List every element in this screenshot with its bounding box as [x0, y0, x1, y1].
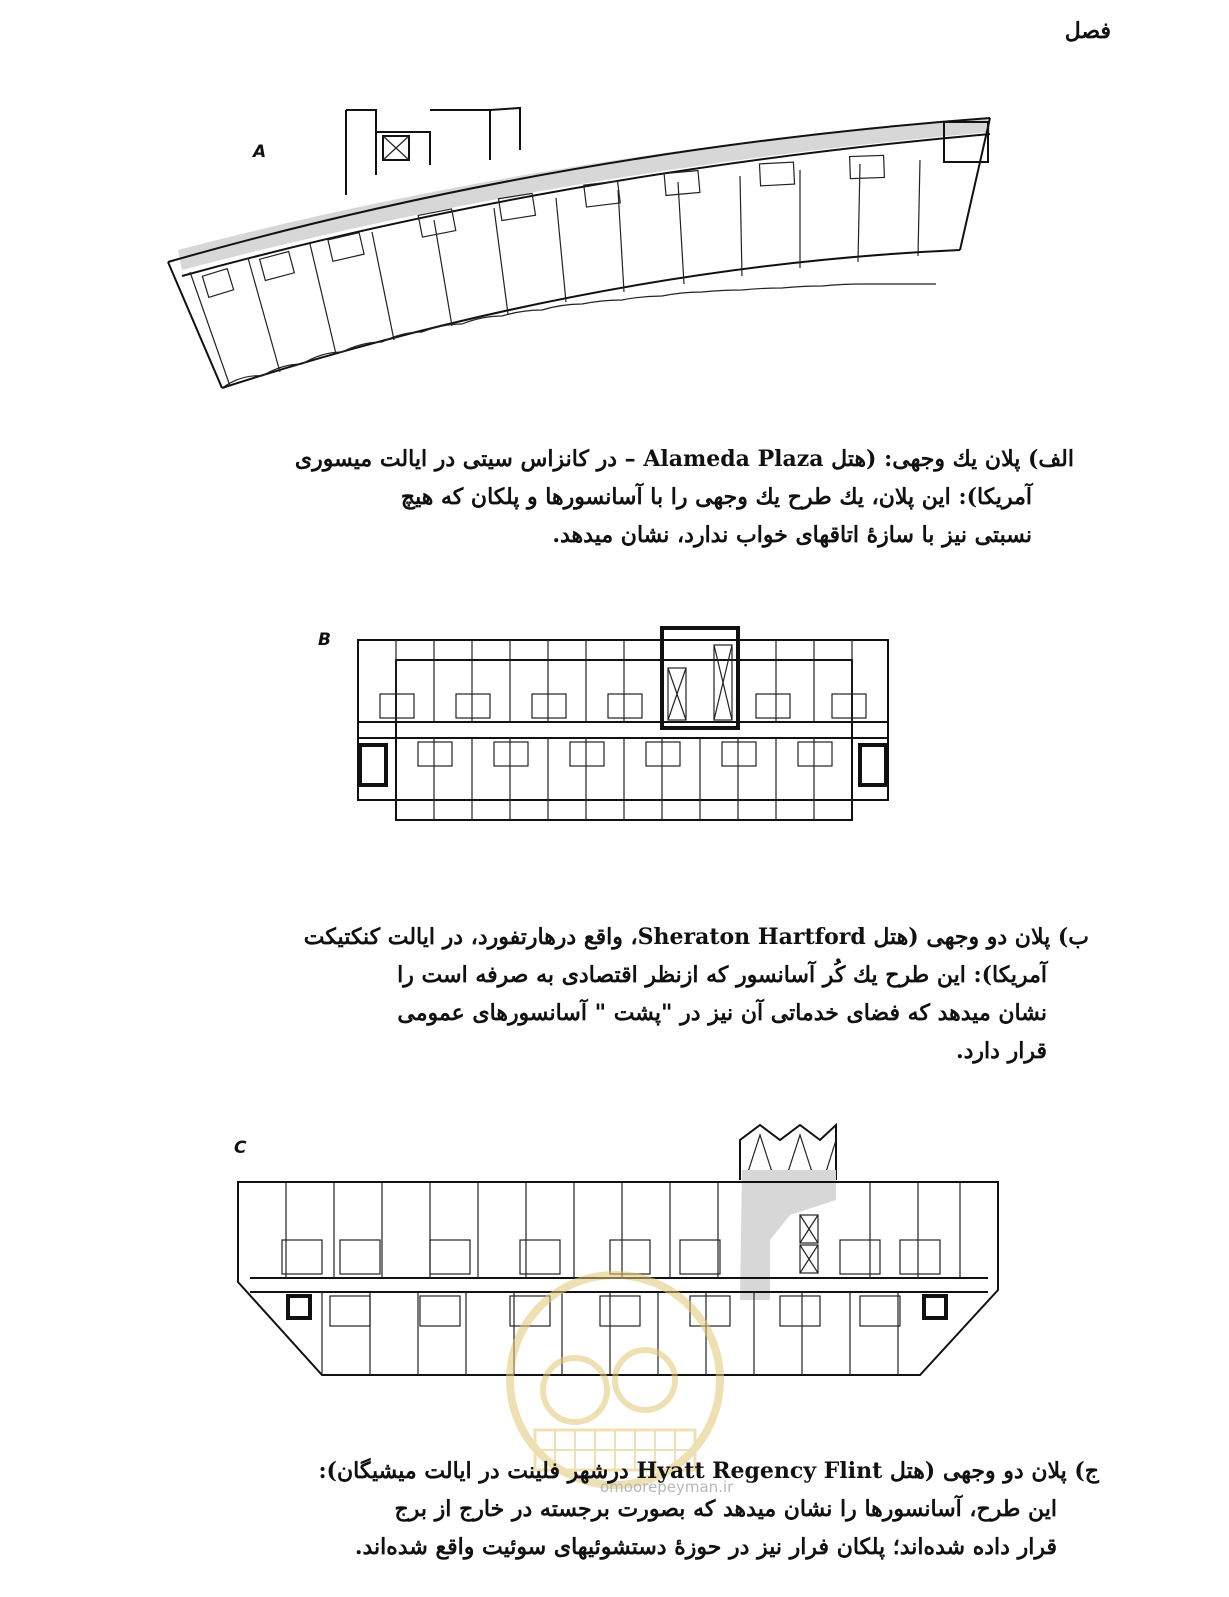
- caption-c-line-3: قرار داده شده‌اند؛ پلكان فرار نيز در حوزهٔ دستشوئيهای سوئيت واقع شده‌اند.: [354, 1534, 1057, 1560]
- caption-c-line-2: اين طرح، آسانسورها را نشان ميدهد كه بصورت برجسته در خارج از برج: [394, 1496, 1057, 1522]
- figure-c-label: C: [234, 1138, 247, 1158]
- caption-a-line-2: آمريكا): اين پلان، يك طرح يك وجهی را با آسانسورها و پلكان كه هيچ: [400, 484, 1032, 510]
- caption-c-line-1: ج) پلان دو وجهی (هتل Hyatt Regency Flint درشهر فلينت در ايالت ميشيگان):: [318, 1458, 1099, 1484]
- figure-a-label: A: [253, 142, 267, 162]
- caption-c: [139, 1452, 1099, 1566]
- figure-b-label: B: [318, 630, 331, 650]
- caption-a-line-1: الف) پلان يك وجهی: (هتل Alameda Plaza – در كانزاس سيتی در ايالت ميسوری: [294, 446, 1074, 472]
- caption-a-line-3: نسبتی نيز با سازهٔ اتاقهای خواب ندارد، نشان ميدهد.: [552, 522, 1032, 548]
- caption-b-line-4: قرار دارد.: [955, 1038, 1047, 1064]
- chapter-header: فصل: [1064, 18, 1111, 44]
- watermark-text: omoorepeyman.ir: [600, 1478, 734, 1496]
- caption-b-line-3: نشان ميدهد كه فضای خدماتی آن نيز در "پشت " آسانسورهای عمومی: [397, 1000, 1047, 1026]
- caption-b-line-2: آمريكا): اين طرح يك كُر آسانسور كه ازنظر اقتصادی به صرفه است را: [397, 962, 1047, 988]
- caption-b-line-1: ب) پلان دو وجهی (هتل Sheraton Hartford، واقع درهارتفورد، در ايالت كنكتيكت: [303, 924, 1089, 950]
